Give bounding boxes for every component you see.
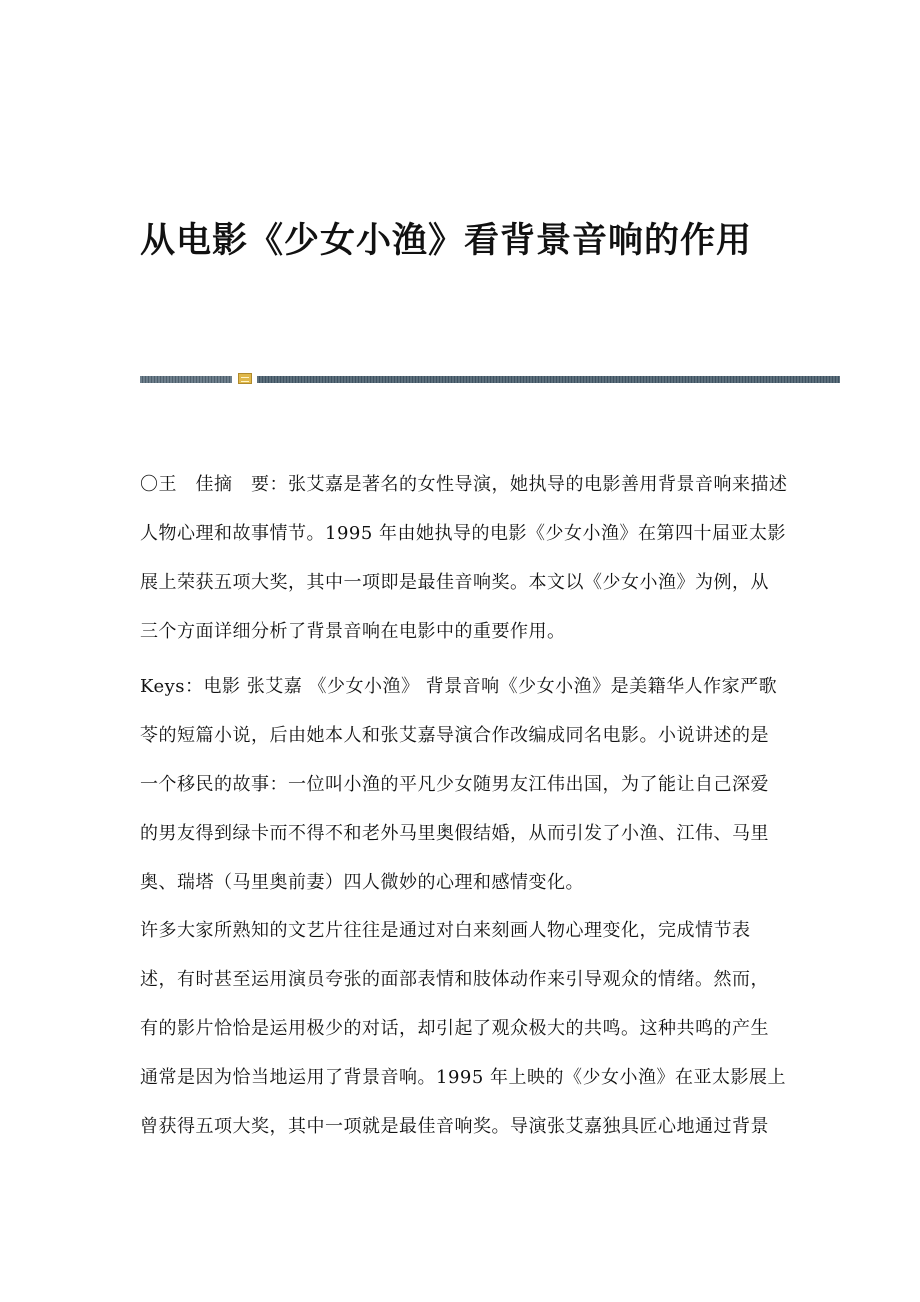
abstract-line: 人物心理和故事情节。1995 年由她执导的电影《少女小渔》在第四十届亚太影 xyxy=(140,523,787,544)
body-line: 有的影片恰恰是运用极少的对话，却引起了观众极大的共鸣。这种共鸣的产生 xyxy=(140,1018,769,1039)
envelope-ornament-icon xyxy=(238,373,252,384)
keys-line: 奥、瑞塔（马里奥前妻）四人微妙的心理和感情变化。 xyxy=(140,872,584,893)
body-line: 许多大家所熟知的文艺片往往是通过对白来刻画人物心理变化，完成情节表 xyxy=(140,920,751,941)
body-paragraph xyxy=(140,906,787,1151)
divider-bar-right xyxy=(257,376,840,383)
abstract-line: 三个方面详细分析了背景音响在电影中的重要作用。 xyxy=(140,621,566,642)
keys-line: 一个移民的故事：一位叫小渔的平凡少女随男友江伟出国，为了能让自己深爱 xyxy=(140,774,769,795)
keys-line: 的男友得到绿卡而不得不和老外马里奥假结婚，从而引发了小渔、江伟、马里 xyxy=(140,823,769,844)
title-divider xyxy=(140,373,840,385)
abstract-line: 展上荣获五项大奖，其中一项即是最佳音响奖。本文以《少女小渔》为例，从 xyxy=(140,572,769,593)
body-line: 通常是因为恰当地运用了背景音响。1995 年上映的《少女小渔》在亚太影展上 xyxy=(140,1067,787,1088)
body-line: 曾获得五项大奖，其中一项就是最佳音响奖。导演张艾嘉独具匠心地通过背景 xyxy=(140,1116,769,1137)
divider-bar-left xyxy=(140,376,232,383)
keys-line: Keys：电影 张艾嘉 《少女小渔》 背景音响《少女小渔》是美籍华人作家严歌 xyxy=(140,676,778,697)
document-title: 从电影《少女小渔》看背景音响的作用 xyxy=(140,220,753,261)
abstract-paragraph xyxy=(140,460,788,656)
body-line: 述，有时甚至运用演员夸张的面部表情和肢体动作来引导观众的情绪。然而， xyxy=(140,969,769,990)
abstract-line: 〇王 佳摘 要：张艾嘉是著名的女性导演，她执导的电影善用背景音响来描述 xyxy=(140,474,788,495)
keys-line: 苓的短篇小说，后由她本人和张艾嘉导演合作改编成同名电影。小说讲述的是 xyxy=(140,725,769,746)
keys-paragraph xyxy=(140,662,780,907)
